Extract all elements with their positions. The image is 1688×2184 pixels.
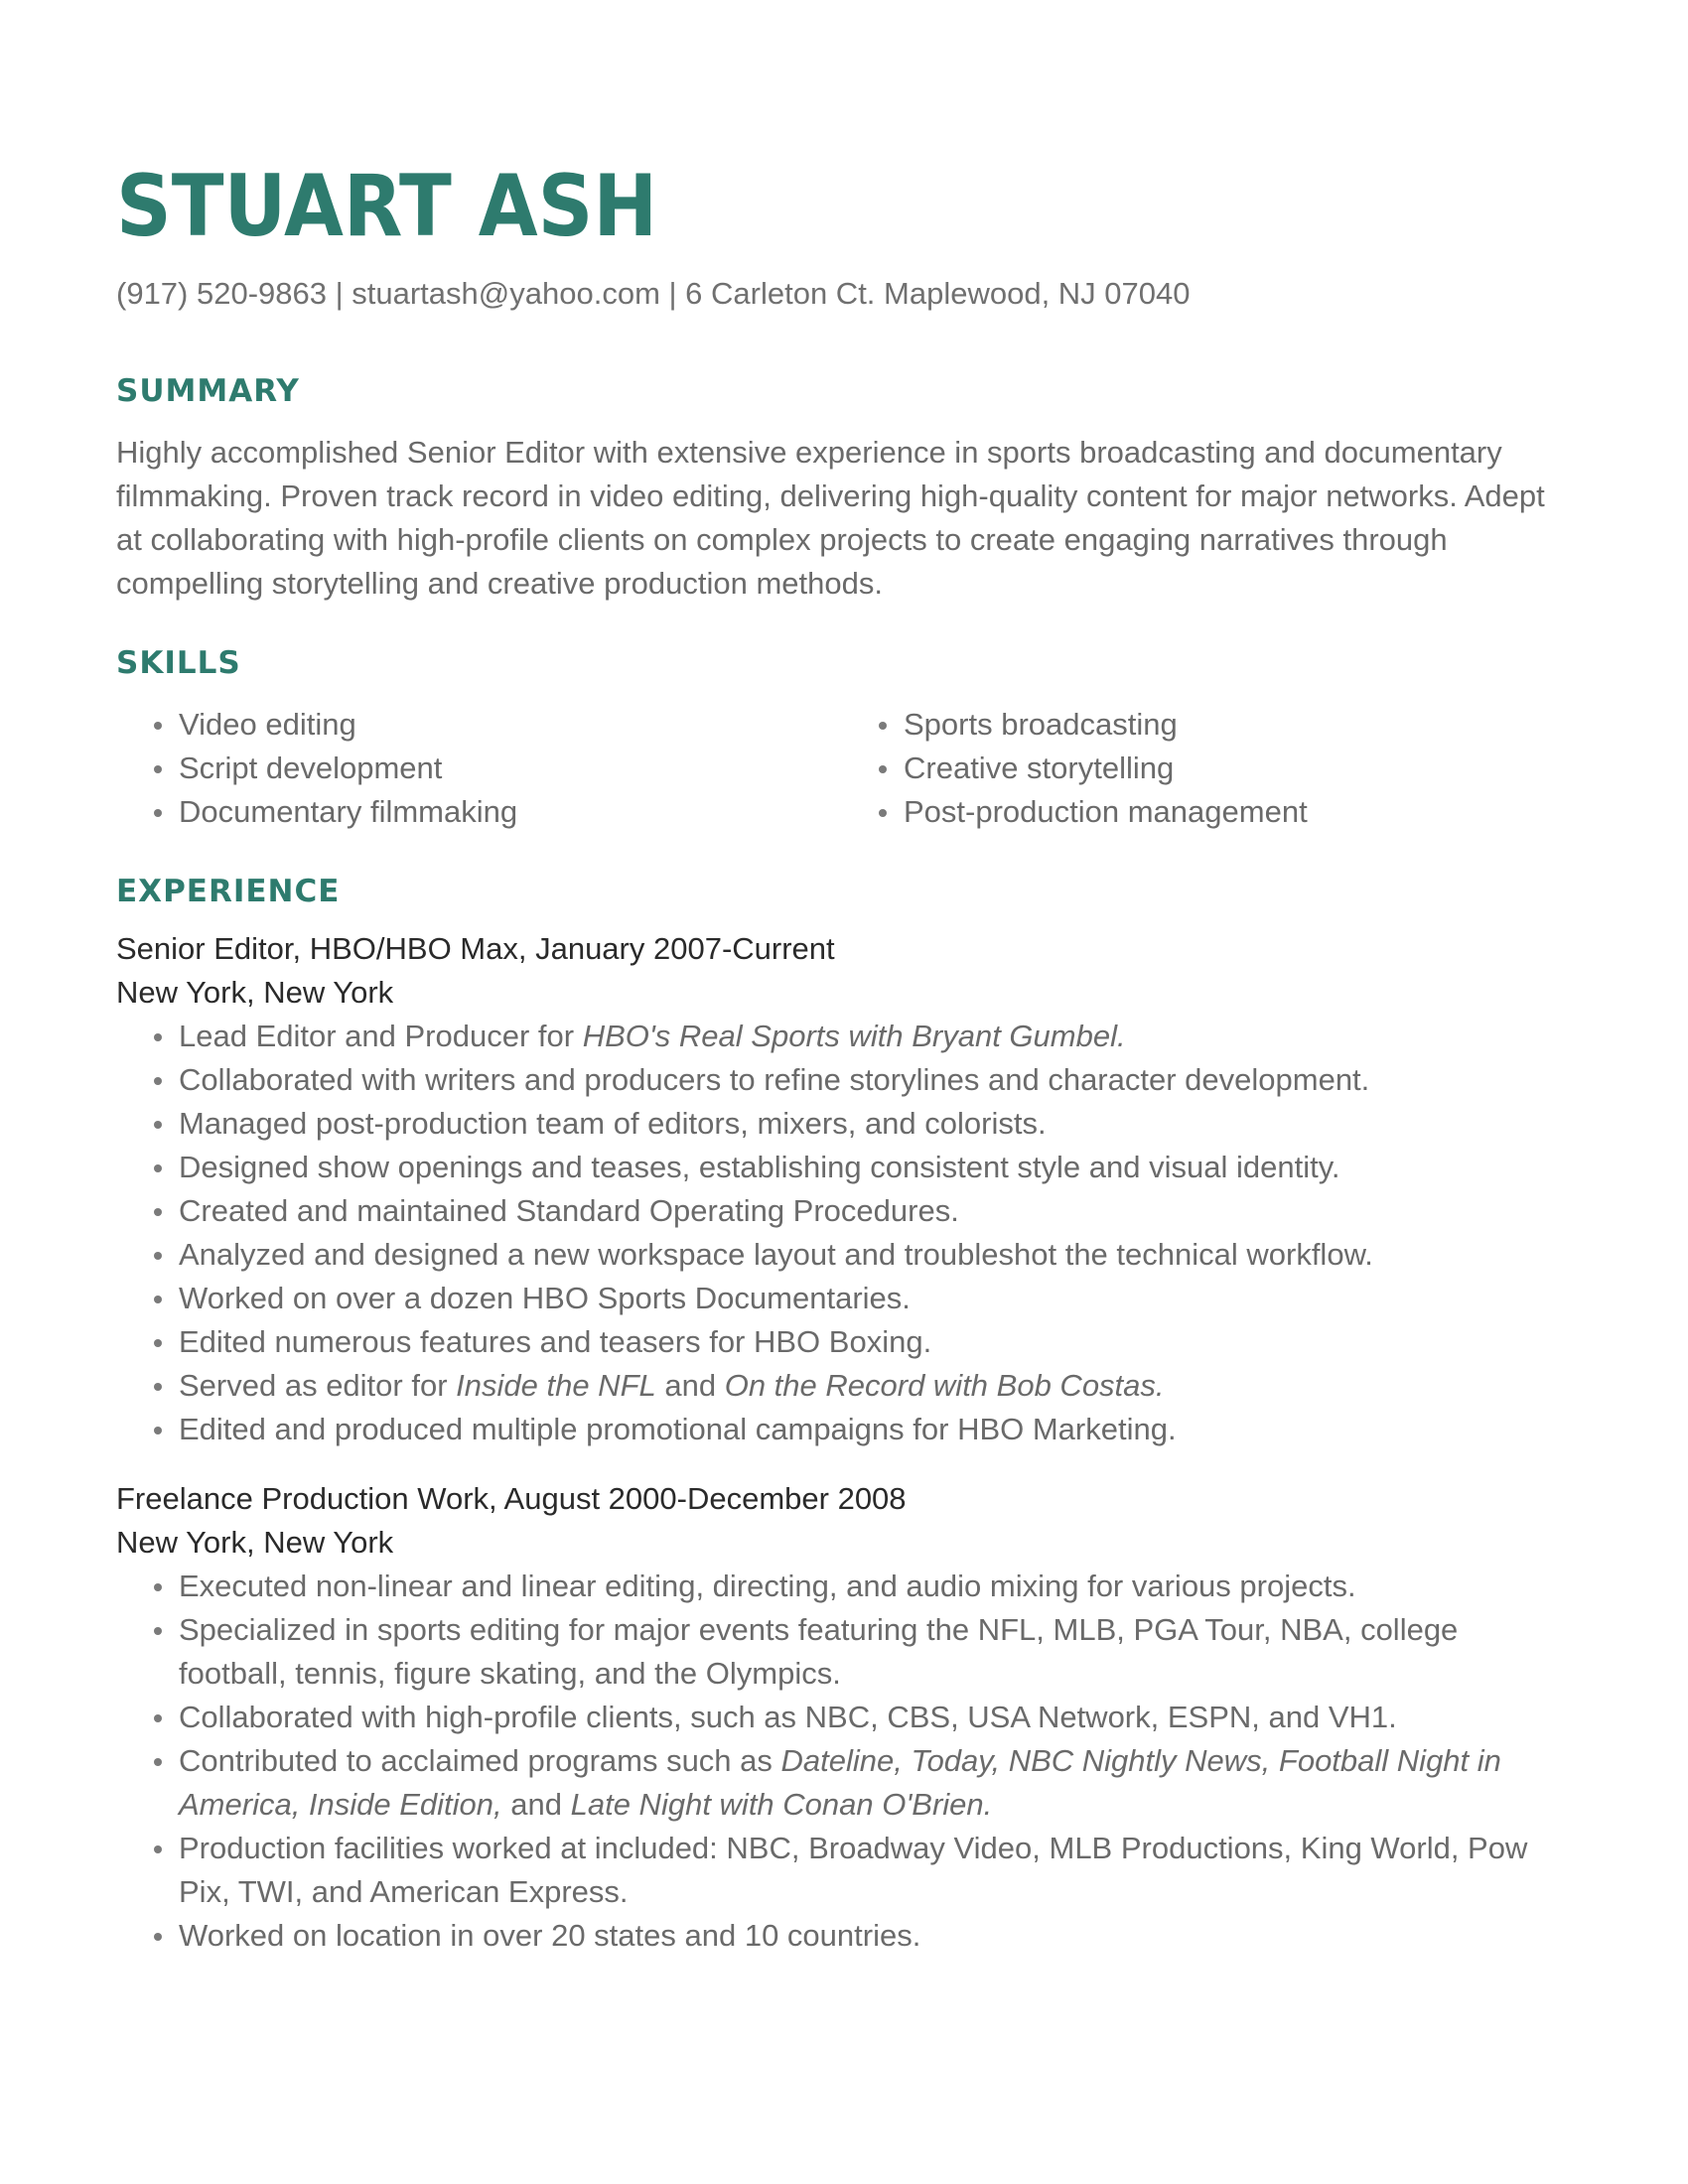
job-entry — [116, 927, 1586, 1451]
italic-title: Inside the NFL — [456, 1368, 656, 1403]
job-bullet: Worked on over a dozen HBO Sports Documentaries. — [116, 1277, 1566, 1320]
job-bullet: Collaborated with high-profile clients, such as NBC, CBS, USA Network, ESPN, and VH1. — [116, 1696, 1566, 1739]
skills-heading: SKILLS — [116, 645, 241, 681]
job-bullet: Edited numerous features and teasers for HBO Boxing. — [116, 1320, 1566, 1364]
job-bullet: Designed show openings and teases, establishing consistent style and visual identity. — [116, 1146, 1566, 1189]
job-location: New York, New York — [116, 1525, 394, 1560]
job-heading: Freelance Production Work, August 2000-December 2008 — [116, 1481, 907, 1516]
italic-title: Dateline, Today, NBC Nightly News, Football Night in America, Inside Edition, — [179, 1743, 1501, 1822]
job-bullet: Specialized in sports editing for major events featuring the NFL, MLB, PGA Tour, NBA, college football, tennis, figure skating, and the Olympics. — [116, 1608, 1566, 1696]
resume-page — [116, 159, 1586, 1958]
summary-text: Highly accomplished Senior Editor with extensive experience in sports broadcasting and documentary filmmaking. Proven track record in video editing, delivering high-quality content for major networks. Adept at collaborating with high-profile clients on complex projects to create engaging narratives through compelling storytelling and creative production methods. — [116, 435, 1545, 601]
skill-item: Creative storytelling — [841, 747, 1566, 790]
job-bullets — [116, 1015, 1566, 1451]
skills-list — [116, 703, 1586, 834]
job-location: New York, New York — [116, 975, 394, 1010]
skills-column-left — [116, 703, 841, 834]
job-bullet: Edited and produced multiple promotional campaigns for HBO Marketing. — [116, 1408, 1566, 1451]
skill-item: Sports broadcasting — [841, 703, 1566, 747]
job-bullet: Served as editor for Inside the NFL and On the Record with Bob Costas. — [116, 1364, 1566, 1408]
job-bullet: Lead Editor and Producer for HBO's Real Sports with Bryant Gumbel. — [116, 1015, 1566, 1058]
candidate-name: STUART ASH — [116, 157, 658, 256]
job-bullets — [116, 1565, 1566, 1958]
job-bullet: Worked on location in over 20 states and 10 countries. — [116, 1914, 1566, 1958]
skills-column-right — [841, 703, 1566, 834]
job-bullet: Production facilities worked at included: NBC, Broadway Video, MLB Productions, King World, Pow Pix, TWI, and American Express. — [116, 1827, 1566, 1914]
job-bullet: Executed non-linear and linear editing, directing, and audio mixing for various projects. — [116, 1565, 1566, 1608]
italic-title: HBO's Real Sports with Bryant Gumbel. — [582, 1019, 1126, 1053]
job-entry — [116, 1477, 1586, 1958]
summary-heading: SUMMARY — [116, 373, 300, 409]
job-bullet: Managed post-production team of editors, mixers, and colorists. — [116, 1102, 1566, 1146]
job-bullet: Contributed to acclaimed programs such as Dateline, Today, NBC Nightly News, Football Night in America, Inside Edition, and Late Night with Conan O'Brien. — [116, 1739, 1566, 1827]
experience-heading: EXPERIENCE — [116, 874, 341, 909]
contact-line: (917) 520-9863 | stuartash@yahoo.com | 6 Carleton Ct. Maplewood, NJ 07040 — [116, 276, 1191, 311]
job-bullet: Created and maintained Standard Operating Procedures. — [116, 1189, 1566, 1233]
job-heading: Senior Editor, HBO/HBO Max, January 2007-Current — [116, 931, 835, 966]
italic-title: On the Record with Bob Costas. — [724, 1368, 1165, 1403]
skill-item: Documentary filmmaking — [116, 790, 841, 834]
job-bullet: Collaborated with writers and producers to refine storylines and character development. — [116, 1058, 1566, 1102]
italic-title: Late Night with Conan O'Brien. — [570, 1787, 993, 1822]
skill-item: Post-production management — [841, 790, 1566, 834]
skill-item: Video editing — [116, 703, 841, 747]
job-bullet: Analyzed and designed a new workspace layout and troubleshot the technical workflow. — [116, 1233, 1566, 1277]
skill-item: Script development — [116, 747, 841, 790]
